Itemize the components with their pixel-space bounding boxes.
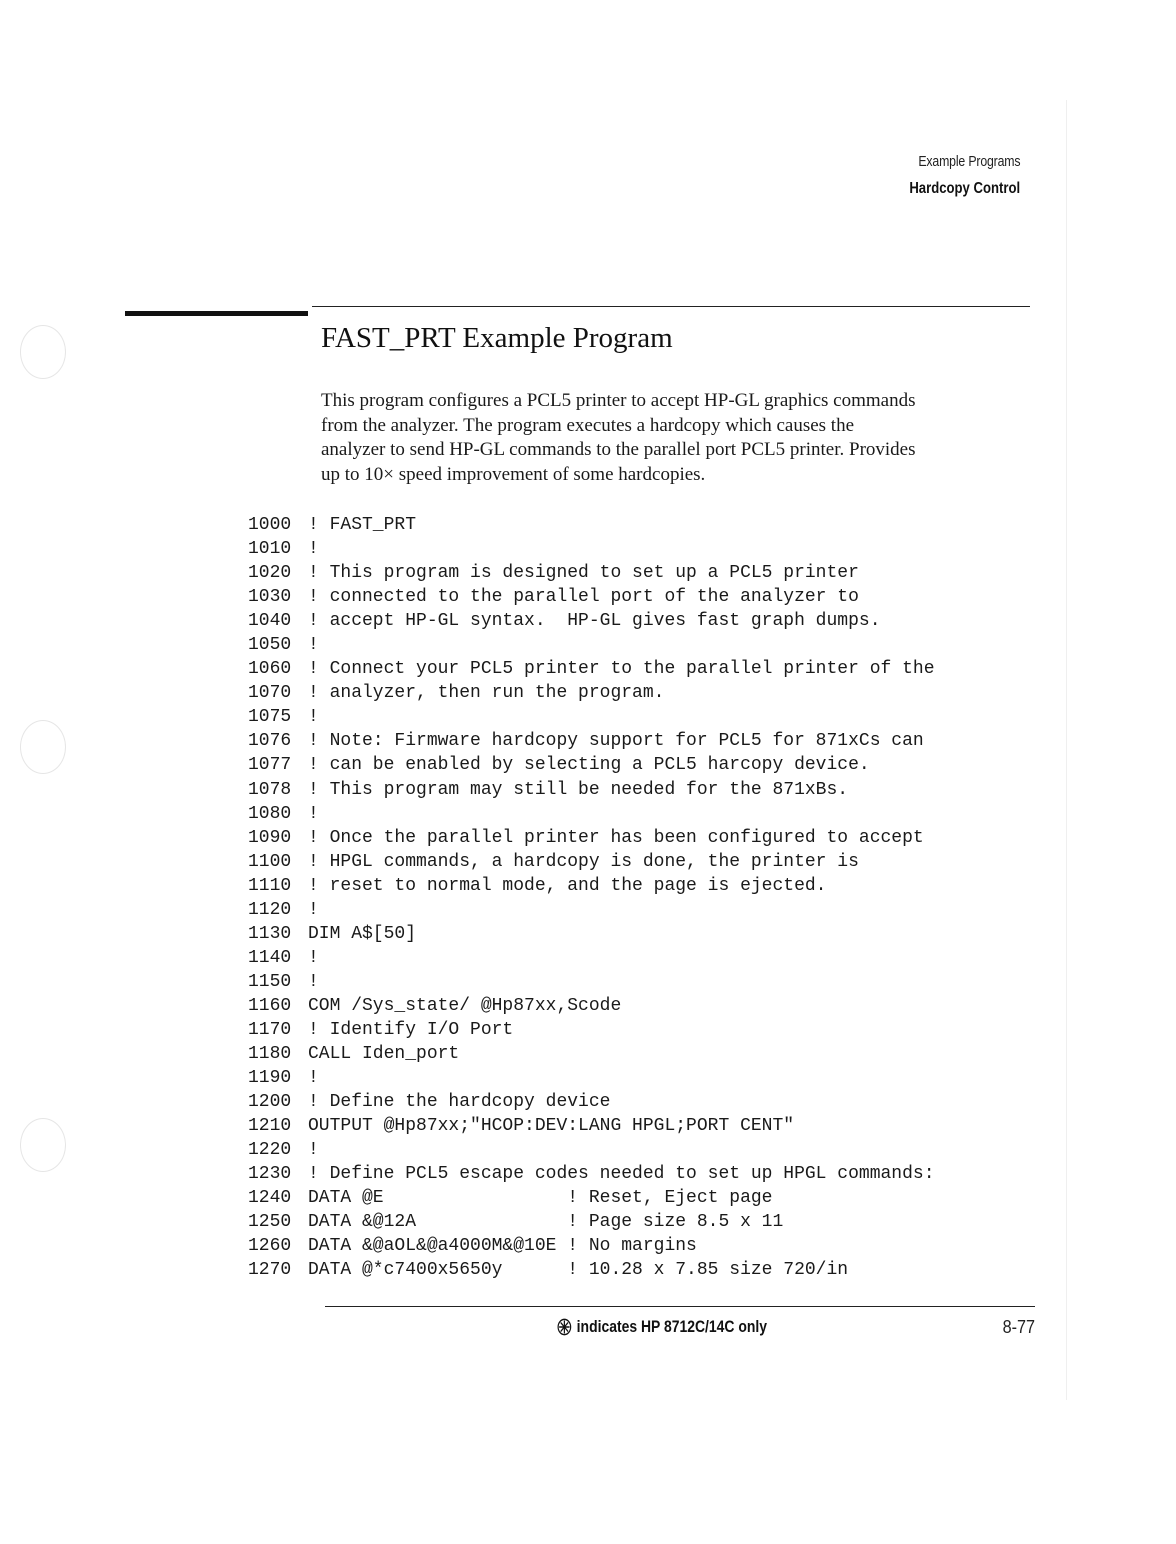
- line-number: 1130: [248, 923, 292, 944]
- code-text: ! Once the parallel printer has been configured to accept: [308, 827, 924, 848]
- page-number: 8-77: [1002, 1317, 1035, 1337]
- code-text: !: [308, 1068, 319, 1089]
- line-number: 1180: [248, 1044, 292, 1065]
- code-line: [248, 1138, 935, 1162]
- code-line: [248, 513, 935, 537]
- line-number: 1010: [248, 539, 292, 560]
- code-text: ! HPGL commands, a hardcopy is done, the printer is: [308, 851, 859, 872]
- code-line: [248, 1018, 935, 1042]
- code-line: [248, 1258, 935, 1282]
- code-line: [248, 802, 935, 826]
- code-line: [248, 753, 935, 777]
- code-text: !: [308, 1140, 319, 1161]
- code-text: !: [308, 803, 319, 824]
- footer-rule: [325, 1306, 1035, 1307]
- punch-hole: [20, 1118, 66, 1172]
- punch-hole: [20, 325, 66, 379]
- code-text: !: [308, 707, 319, 728]
- line-number: 1210: [248, 1116, 292, 1137]
- running-header: [896, 152, 1020, 172]
- code-text: DATA @E ! Reset, Eject page: [308, 1188, 773, 1209]
- code-line: [248, 609, 935, 633]
- title-rule-thick: [125, 311, 308, 316]
- line-number: 1190: [248, 1068, 292, 1089]
- line-number: 1090: [248, 827, 292, 848]
- line-number: 1220: [248, 1140, 292, 1161]
- line-number: 1150: [248, 971, 292, 992]
- line-number: 1200: [248, 1092, 292, 1113]
- code-text: ! Note: Firmware hardcopy support for PCL5 for 871xCs can: [308, 731, 924, 752]
- section-name: Example Programs: [918, 153, 1020, 170]
- line-number: 1270: [248, 1260, 292, 1281]
- line-number: 1040: [248, 611, 292, 632]
- code-text: ! Define the hardcopy device: [308, 1092, 611, 1113]
- intro-line: This program configures a PCL5 printer to accept HP-GL graphics commands: [321, 390, 916, 411]
- code-text: ! Define PCL5 escape codes needed to set up HPGL commands:: [308, 1164, 935, 1185]
- line-number: 1070: [248, 683, 292, 704]
- code-text: !: [308, 539, 319, 560]
- line-number: 1020: [248, 563, 292, 584]
- code-line: [248, 1042, 935, 1066]
- code-text: OUTPUT @Hp87xx;"HCOP:DEV:LANG HPGL;PORT CENT": [308, 1116, 795, 1137]
- line-number: 1170: [248, 1019, 292, 1040]
- line-number: 1140: [248, 947, 292, 968]
- code-text: ! Connect your PCL5 printer to the parallel printer of the: [308, 659, 935, 680]
- footer-note: [557, 1317, 767, 1337]
- code-line: [248, 898, 935, 922]
- page-edge-shadow: [1066, 100, 1067, 1400]
- code-line: [248, 850, 935, 874]
- footer-note-text: indicates HP 8712C/14C only: [576, 1317, 768, 1336]
- code-text: !: [308, 635, 319, 656]
- code-line: [248, 970, 935, 994]
- intro-line: up to 10× speed improvement of some hardcopies.: [321, 463, 706, 485]
- code-line: [248, 826, 935, 850]
- code-line: [248, 633, 935, 657]
- code-text: DATA &@aOL&@a4000M&@10E ! No margins: [308, 1236, 697, 1257]
- code-line: [248, 778, 935, 802]
- line-number: 1100: [248, 851, 292, 872]
- code-text: ! Identify I/O Port: [308, 1019, 514, 1040]
- punch-hole: [20, 720, 66, 774]
- line-number: 1078: [248, 779, 292, 800]
- code-text: !: [308, 899, 319, 920]
- line-number: 1160: [248, 995, 292, 1016]
- code-line: [248, 1114, 935, 1138]
- code-line: [248, 537, 935, 561]
- code-line: [248, 946, 935, 970]
- line-number: 1230: [248, 1164, 292, 1185]
- code-line: [248, 1210, 935, 1234]
- line-number: 1120: [248, 899, 292, 920]
- code-text: !: [308, 971, 319, 992]
- chapter-name: Hardcopy Control: [909, 180, 1020, 197]
- code-listing: [248, 513, 935, 1283]
- page-title: FAST_PRT Example Program: [321, 322, 673, 354]
- intro-line: from the analyzer. The program executes a hardcopy which causes the: [321, 414, 855, 436]
- code-text: DATA @*c7400x5650y ! 10.28 x 7.85 size 720/in: [308, 1260, 849, 1281]
- line-number: 1075: [248, 707, 292, 728]
- code-text: ! FAST_PRT: [308, 515, 417, 535]
- code-line: [248, 1162, 935, 1186]
- code-line: [248, 922, 935, 946]
- code-line: [248, 681, 935, 705]
- code-line: [248, 585, 935, 609]
- code-line: [248, 657, 935, 681]
- code-text: ! accept HP-GL syntax. HP-GL gives fast graph dumps.: [308, 611, 881, 632]
- line-number: 1080: [248, 803, 292, 824]
- line-number: 1000: [248, 515, 292, 535]
- code-line: [248, 1066, 935, 1090]
- line-number: 1076: [248, 731, 292, 752]
- code-text: CALL Iden_port: [308, 1044, 460, 1065]
- code-text: ! connected to the parallel port of the analyzer to: [308, 587, 859, 608]
- code-line: [248, 1186, 935, 1210]
- code-text: ! This program is designed to set up a PCL5 printer: [308, 563, 859, 584]
- title-rule-thin: [312, 306, 1030, 307]
- code-line: [248, 1090, 935, 1114]
- code-text: !: [308, 947, 319, 968]
- line-number: 1030: [248, 587, 292, 608]
- line-number: 1260: [248, 1236, 292, 1257]
- code-line: [248, 1234, 935, 1258]
- intro-paragraph: [321, 389, 1041, 487]
- code-line: [248, 729, 935, 753]
- code-line: [248, 994, 935, 1018]
- intro-line: analyzer to send HP-GL commands to the parallel port PCL5 printer. Provides: [321, 439, 916, 460]
- line-number: 1077: [248, 755, 292, 776]
- code-line: [248, 561, 935, 585]
- line-number: 1050: [248, 635, 292, 656]
- code-text: ! analyzer, then run the program.: [308, 683, 665, 704]
- code-text: ! This program may still be needed for the 871xBs.: [308, 779, 849, 800]
- line-number: 1110: [248, 875, 292, 896]
- line-number: 1060: [248, 659, 292, 680]
- line-number: 1250: [248, 1212, 292, 1233]
- code-line: [248, 705, 935, 729]
- code-line: [248, 874, 935, 898]
- code-text: ! can be enabled by selecting a PCL5 harcopy device.: [308, 755, 870, 776]
- line-number: 1240: [248, 1188, 292, 1209]
- star-in-circle-icon: [557, 1318, 572, 1336]
- code-text: COM /Sys_state/ @Hp87xx,Scode: [308, 995, 622, 1016]
- code-text: ! reset to normal mode, and the page is ejected.: [308, 875, 827, 896]
- code-text: DIM A$[50]: [308, 923, 417, 944]
- code-text: DATA &@12A ! Page size 8.5 x 11: [308, 1212, 784, 1233]
